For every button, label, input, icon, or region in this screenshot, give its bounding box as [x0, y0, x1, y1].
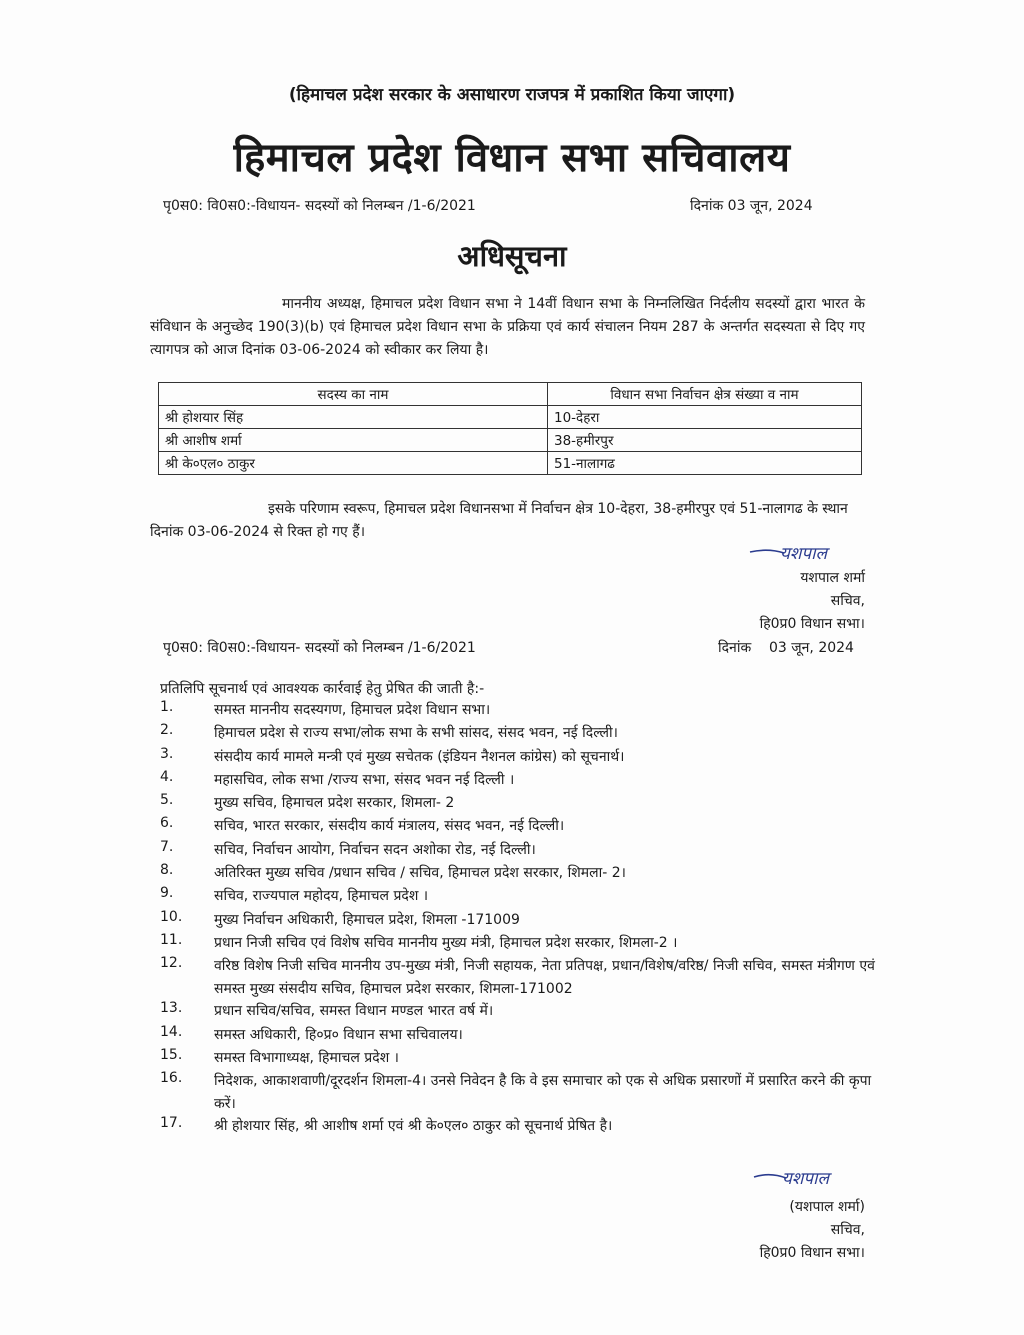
list-item-text: महासचिव, लोक सभा /राज्य सभा, संसद भवन नई दिल्ली । [214, 771, 515, 788]
member-name-cell: श्री के०एल० ठाकुर [159, 452, 548, 475]
list-item-number: 3. [160, 745, 174, 762]
list-item-text: संसदीय कार्य मामले मन्त्री एवं मुख्य सचेतक (इंडियन नैशनल कांग्रेस) को सूचनार्थ। [214, 748, 625, 765]
handwritten-signature [752, 1165, 882, 1193]
notification-paragraph-2: इसके परिणाम स्वरूप, हिमाचल प्रदेश विधानसभा में निर्वाचन क्षेत्र 10-देहरा, 38-हमीरपुर एवं 51-नालागढ के स्थान दिनांक 03-06-2024 से रिक्त हो गए हैं। [150, 501, 848, 540]
list-item-text: सचिव, राज्यपाल महोदय, हिमाचल प्रदेश । [214, 888, 429, 905]
gazette-note: (हिमाचल प्रदेश सरकार के असाधारण राजपत्र में प्रकाशित किया जाएगा) [288, 85, 736, 105]
list-item-text: सचिव, निर्वाचन आयोग, निर्वाचन सदन अशोका रोड, नई दिल्ली। [214, 841, 536, 858]
list-item-text: हिमाचल प्रदेश से राज्य सभा/लोक सभा के सभी सांसद, संसद भवन, नई दिल्ली। [214, 725, 618, 742]
constituency-cell: 10-देहरा [548, 406, 862, 429]
signatory-designation: सचिव, [830, 593, 865, 609]
signatory-name: यशपाल शर्मा [800, 570, 865, 586]
notification-heading: अधिसूचना [457, 239, 567, 273]
list-item [160, 932, 880, 955]
list-item-text: समस्त माननीय सदस्यगण, हिमाचल प्रदेश विधान सभा। [214, 702, 491, 718]
copy-reference-number: पृ0स0: वि0स0:-विधायन- सदस्यों को निलम्बन /1-6/2021 [163, 640, 476, 656]
list-item [160, 909, 880, 932]
signatory-designation: सचिव, [830, 1222, 865, 1238]
notification-paragraph-1: माननीय अध्यक्ष, हिमाचल प्रदेश विधान सभा ने 14वीं विधान सभा के निम्नलिखित निर्दलीय सदस्यों द्वारा भारत के संविधान के अनुच्छेद 190(3)(b) एवं हिमाचल प्रदेश विधान सभा के प्रक्रिया एवं कार्य संचालन नियम 287 के अन्तर्गत सदस्यता से दिए गए त्यागपत्र को आज दिनांक 03-06-2024 को स्वीकार कर लिया है। [150, 296, 865, 358]
list-item-number: 8. [160, 862, 174, 879]
signatory-office: हि0प्र0 विधान सभा। [759, 616, 865, 632]
handwritten-signature [748, 540, 878, 568]
list-item-number: 16. [160, 1070, 183, 1087]
notification-date: दिनांक 03 जून, 2024 [690, 198, 813, 214]
list-item-number: 7. [160, 838, 174, 855]
list-item-text: प्रधान निजी सचिव एवं विशेष सचिव माननीय मुख्य मंत्री, हिमाचल प्रदेश सरकार, शिमला-2 । [214, 934, 678, 951]
list-item [160, 746, 880, 769]
table-row [159, 452, 862, 475]
list-item [160, 1024, 880, 1047]
list-item-text: समस्त अधिकारी, हि०प्र० विधान सभा सचिवालय। [214, 1026, 463, 1043]
list-item [160, 1115, 880, 1138]
list-item-text: समस्त विभागाध्यक्ष, हिमाचल प्रदेश । [214, 1049, 399, 1066]
list-item-number: 15. [160, 1046, 183, 1063]
list-item [160, 769, 880, 792]
list-item-text: वरिष्ठ विशेष निजी सचिव माननीय उप-मुख्य मंत्री, निजी सहायक, नेता प्रतिपक्ष, प्रधान/विशेष/वरिष्ठ/ निजी सचिव, समस्त मंत्रीगण एवं समस्त मुख्य संसदीय सचिव, हिमाचल प्रदेश सरकार, शिमला-171002 [214, 958, 875, 997]
copy-intro: प्रतिलिपि सूचनार्थ एवं आवश्यक कार्रवाई हेतु प्रेषित की जाती है:- [160, 681, 485, 697]
list-item [160, 722, 880, 745]
list-item [160, 839, 880, 862]
list-item-text: मुख्य निर्वाचन अधिकारी, हिमाचल प्रदेश, शिमला -171009 [214, 911, 520, 928]
table-row [159, 406, 862, 429]
copy-date: दिनांक 03 जून, 2024 [718, 640, 854, 656]
list-item [160, 1070, 880, 1115]
list-item [160, 955, 880, 1000]
list-item [160, 792, 880, 815]
list-item-number: 17. [160, 1115, 183, 1132]
list-item [160, 815, 880, 838]
member-name-cell: श्री आशीष शर्मा [159, 429, 548, 452]
resigned-members-table [158, 382, 862, 475]
list-item-text: मुख्य सचिव, हिमाचल प्रदेश सरकार, शिमला- 2 [214, 795, 455, 812]
list-item-number: 14. [160, 1023, 183, 1040]
list-item-number: 9. [160, 885, 174, 902]
list-item-text: प्रधान सचिव/सचिव, समस्त विधान मण्डल भारत वर्ष में। [214, 1003, 494, 1020]
page-title: हिमाचल प्रदेश विधान सभा सचिवालय [233, 135, 791, 181]
list-item [160, 1047, 880, 1070]
list-item-number: 1. [160, 699, 174, 715]
signatory-office: हि0प्र0 विधान सभा। [759, 1245, 865, 1261]
distribution-list [160, 699, 880, 1138]
list-item [160, 1000, 880, 1023]
list-item-number: 13. [160, 1000, 183, 1017]
list-item-number: 2. [160, 722, 174, 739]
signatory-name: (यशपाल शर्मा) [789, 1199, 865, 1215]
list-item-text: निदेशक, आकाशवाणी/दूरदर्शन शिमला-4। उनसे निवेदन है कि वे इस समाचार को एक से अधिक प्रसारणों में प्रसारित करने की कृपा करें। [214, 1073, 872, 1112]
signature-lettering: यशपाल [780, 544, 828, 564]
list-item-number: 11. [160, 931, 183, 948]
member-name-cell: श्री होशयार सिंह [159, 406, 548, 429]
list-item [160, 885, 880, 908]
list-item-number: 6. [160, 815, 174, 832]
list-item-number: 10. [160, 908, 183, 925]
list-item-number: 5. [160, 792, 174, 809]
signature-lettering: यशपाल [782, 1169, 830, 1189]
list-item [160, 699, 880, 722]
constituency-cell: 51-नालागढ [548, 452, 862, 475]
column-header-member-name: सदस्य का नाम [159, 383, 548, 406]
list-item [160, 862, 880, 885]
table-header-row [159, 383, 862, 406]
list-item-text: श्री होशयार सिंह, श्री आशीष शर्मा एवं श्री के०एल० ठाकुर को सूचनार्थ प्रेषित है। [214, 1118, 613, 1135]
list-item-number: 4. [160, 768, 174, 785]
list-item-text: अतिरिक्त मुख्य सचिव /प्रधान सचिव / सचिव, हिमाचल प्रदेश सरकार, शिमला- 2। [214, 865, 626, 882]
table-row [159, 429, 862, 452]
list-item-number: 12. [160, 955, 183, 972]
constituency-cell: 38-हमीरपुर [548, 429, 862, 452]
reference-number: पृ0स0: वि0स0:-विधायन- सदस्यों को निलम्बन /1-6/2021 [163, 198, 476, 214]
column-header-constituency: विधान सभा निर्वाचन क्षेत्र संख्या व नाम [548, 383, 862, 406]
list-item-text: सचिव, भारत सरकार, संसदीय कार्य मंत्रालय, संसद भवन, नई दिल्ली। [214, 818, 565, 835]
